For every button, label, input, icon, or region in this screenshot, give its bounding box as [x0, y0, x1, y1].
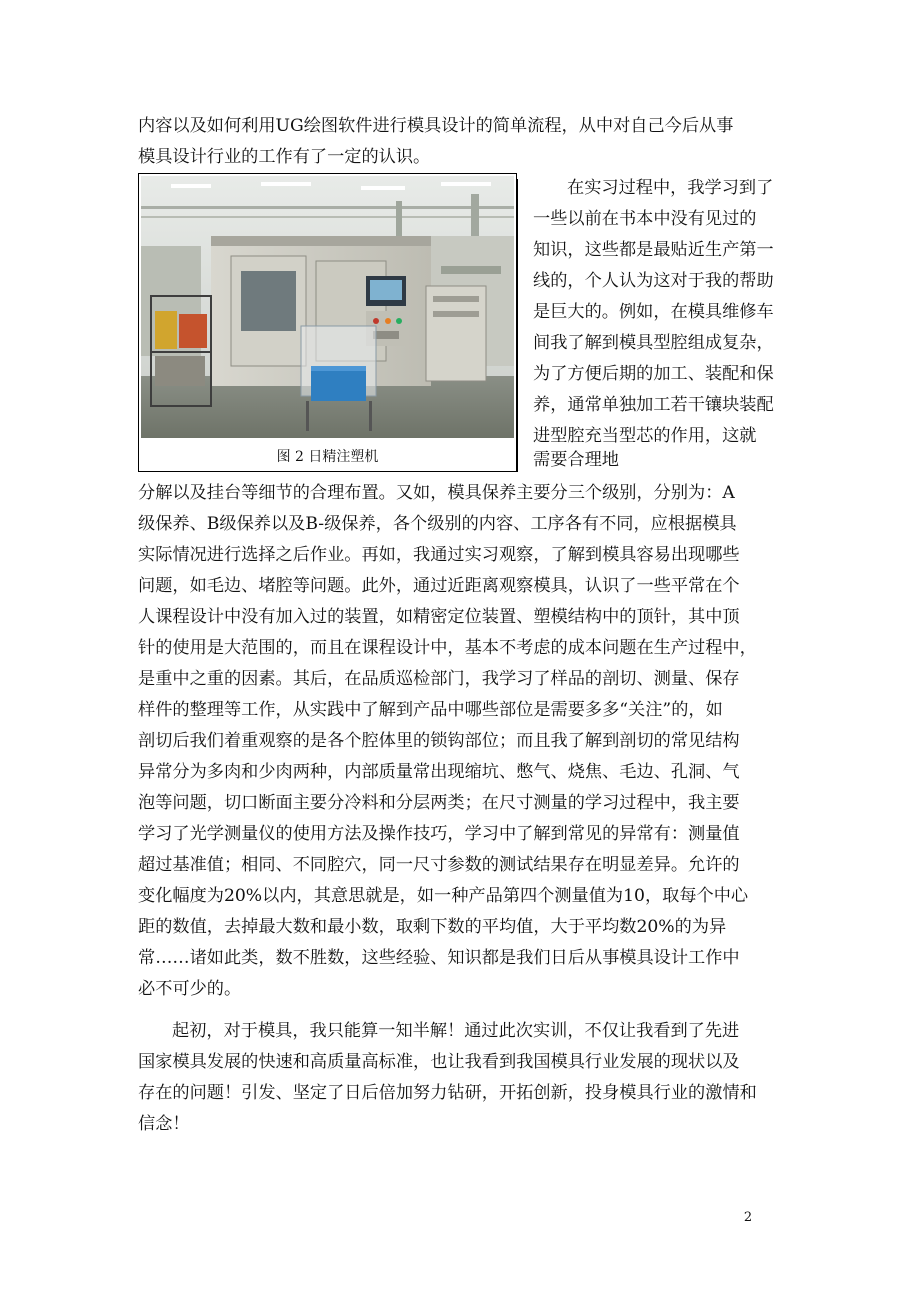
intro-line-1: 内容以及如何利用UG绘图软件进行模具设计的简单流程，从中对自己今后从事 — [138, 116, 734, 136]
body-line-9: 剖切后我们着重观察的是各个腔体里的锁钩部位；而且我了解到剖切的常见结构 — [138, 731, 740, 751]
body-line-8: 样件的整理等工作，从实践中了解到产品中哪些部位是需要多多“关注”的，如 — [138, 700, 723, 720]
body-line-13: 超过基准值；相同、不同腔穴，同一尺寸参数的测试结果存在明显差异。允许的 — [138, 855, 740, 875]
side-line-10: 需要合理地 — [533, 450, 619, 470]
side-line-7: 为了方便后期的加工、装配和保 — [533, 364, 774, 384]
body-line-15: 距的数值，去掉最大数和最小数，取剩下数的平均值，大于平均数20%的为异 — [138, 917, 727, 937]
body-line-7: 是重中之重的因素。其后，在品质巡检部门，我学习了样品的剖切、测量、保存 — [138, 669, 740, 689]
side-line-4: 线的，个人认为这对于我的帮助 — [533, 271, 774, 291]
intro-line-2: 模具设计行业的工作有了一定的认识。 — [138, 147, 431, 167]
side-line-3: 知识，这些都是最贴近生产第一 — [533, 240, 774, 260]
side-line-2: 一些以前在书本中没有见过的 — [533, 209, 757, 229]
side-line-1: 在实习过程中，我学习到了 — [567, 178, 774, 198]
closing-line-2: 国家模具发展的快速和高质量高标准，也让我看到我国模具行业发展的现状以及 — [138, 1052, 740, 1072]
side-line-9: 进型腔充当型芯的作用，这就 — [533, 426, 757, 446]
body-line-5: 人课程设计中没有加入过的装置，如精密定位装置、塑模结构中的顶针，其中顶 — [138, 607, 740, 627]
closing-line-1: 起初，对于模具，我只能算一知半解！通过此次实训，不仅让我看到了先进 — [172, 1021, 740, 1041]
body-line-10: 异常分为多肉和少肉两种，内部质量常出现缩坑、憋气、烧焦、毛边、孔洞、气 — [138, 762, 740, 782]
page-number: 2 — [743, 1210, 753, 1225]
body-line-4: 问题，如毛边、堵腔等问题。此外，通过近距离观察模具，认识了一些平常在个 — [138, 576, 740, 596]
body-line-6: 针的使用是大范围的，而且在课程设计中，基本不考虑的成本问题在生产过程中， — [138, 638, 757, 658]
figure-frame — [138, 173, 517, 472]
body-line-1: 分解以及挂台等细节的合理布置。又如，模具保养主要分三个级别，分别为：A — [138, 483, 735, 503]
closing-line-3: 存在的问题！引发、坚定了日后倍加努力钻研，开拓创新，投身模具行业的激情和 — [138, 1083, 757, 1103]
side-line-5: 是巨大的。例如，在模具维修车 — [533, 302, 774, 322]
closing-line-4: 信念！ — [138, 1114, 190, 1134]
body-line-2: 级保养、B级保养以及B-级保养，各个级别的内容、工序各有不同，应根据模具 — [138, 514, 737, 534]
figure-2 — [138, 173, 517, 472]
side-line-6: 间我了解到模具型腔组成复杂， — [533, 333, 774, 353]
body-line-11: 泡等问题，切口断面主要分冷料和分层两类；在尺寸测量的学习过程中，我主要 — [138, 793, 740, 813]
side-line-8: 养，通常单独加工若干镶块装配 — [533, 395, 774, 415]
body-line-3: 实际情况进行选择之后作业。再如，我通过实习观察，了解到模具容易出现哪些 — [138, 545, 740, 565]
body-line-12: 学习了光学测量仪的使用方法及操作技巧，学习中了解到常见的异常有：测量值 — [138, 824, 740, 844]
injection-molding-machine-photo — [141, 176, 514, 438]
body-line-14: 变化幅度为20%以内，其意思就是，如一种产品第四个测量值为10，取每个中心 — [138, 886, 749, 906]
body-line-17: 必不可少的。 — [138, 979, 242, 999]
figure-caption: 图 2 日精注塑机 — [276, 449, 379, 465]
body-line-16: 常……诸如此类，数不胜数，这些经验、知识都是我们日后从事模具设计工作中 — [138, 948, 740, 968]
